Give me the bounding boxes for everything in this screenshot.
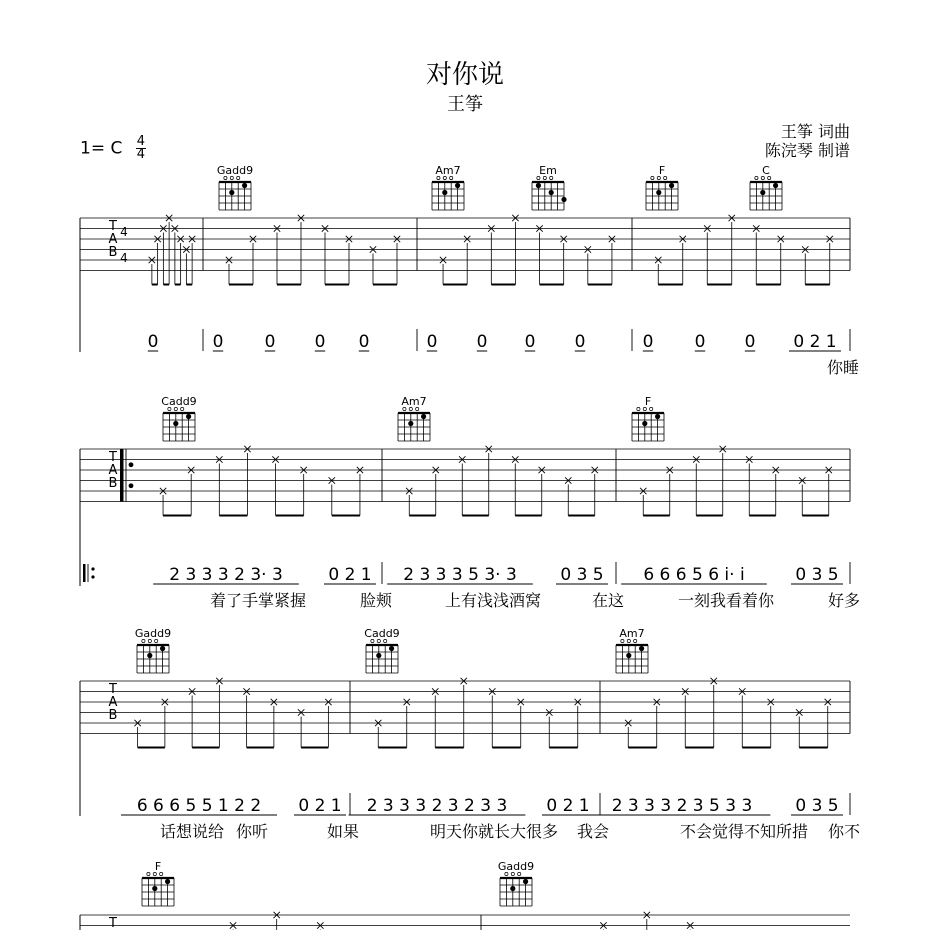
chord-dot	[173, 421, 178, 426]
credit-music: 王筝 词曲	[780, 122, 850, 141]
chord-dot	[408, 421, 413, 426]
jianpu-notes: 0	[147, 332, 159, 352]
jianpu-notes: 0	[744, 332, 756, 352]
jianpu-notes: 0	[524, 332, 536, 352]
repeat-thick-bar	[120, 449, 124, 502]
chord-diagram	[750, 164, 782, 210]
chord-dot	[642, 421, 647, 426]
chord-name: C	[762, 164, 770, 177]
chord-diagram	[364, 627, 399, 673]
jianpu-repeat-dot	[91, 567, 94, 570]
jianpu-notes: 0 2 1	[298, 796, 342, 816]
jianpu-notes: 2 3 3 3 2 3 5 3 3	[611, 796, 753, 816]
time-top: 4	[136, 134, 146, 149]
jianpu-notes: 2 3 3 3 5 3· 3	[403, 565, 517, 585]
tab-clef-letter: A	[108, 232, 118, 247]
lyric-text: 话想说给	[160, 822, 225, 841]
chord-name: Cadd9	[161, 395, 197, 408]
chord-diagram	[161, 395, 196, 441]
tab-time-top: 4	[120, 225, 128, 239]
chord-name: F	[644, 395, 652, 408]
chord-open-string	[147, 872, 150, 875]
chord-diagram	[646, 164, 678, 210]
repeat-dot	[129, 483, 134, 488]
chord-open-string	[755, 176, 758, 179]
chord-open-string	[637, 407, 640, 410]
tab-system-4	[80, 860, 850, 930]
tab-clef-letter: B	[108, 245, 118, 260]
tab-clef-letter: T	[109, 682, 117, 697]
chord-open-string	[160, 872, 163, 875]
jianpu-notes: 0	[212, 332, 224, 352]
chord-dot	[760, 190, 765, 195]
chord-name: Cadd9	[364, 627, 400, 640]
tab-system-1	[80, 164, 859, 377]
chord-dot	[389, 646, 394, 651]
jianpu-notes: 0	[574, 332, 586, 352]
jianpu-notes: 6 6 6 5 5 1 2 2	[136, 796, 262, 816]
chord-dot	[442, 190, 447, 195]
jianpu-notes: 0 3 5	[560, 565, 604, 585]
tab-clef-letter: T	[109, 450, 117, 465]
jianpu-notes: 0 2 1	[546, 796, 590, 816]
tab-clef-letter: T	[109, 219, 117, 234]
lyric-text: 如果	[327, 822, 360, 841]
chord-dot	[186, 414, 191, 419]
jianpu-notes: 0	[264, 332, 276, 352]
chord-dot	[376, 653, 381, 658]
chord-name: Gadd9	[134, 627, 172, 640]
singer-name: 王筝	[447, 94, 483, 115]
lyric-text: 着了手掌紧握	[210, 591, 307, 610]
lyric-text: 你听	[236, 822, 269, 841]
jianpu-notes: 0	[694, 332, 706, 352]
chord-dot	[549, 190, 554, 195]
chord-dot	[421, 414, 426, 419]
chord-open-string	[664, 176, 667, 179]
lyric-text: 明天你就长大很多	[430, 822, 559, 841]
song-title: 对你说	[425, 60, 504, 90]
key-label: 1= C	[80, 138, 123, 159]
chord-open-string	[651, 176, 654, 179]
chord-dot	[536, 183, 541, 188]
jianpu-notes: 0	[476, 332, 488, 352]
jianpu-notes: 2 3 3 3 2 3· 3	[169, 565, 283, 585]
chord-diagram	[432, 164, 464, 210]
chord-dot	[656, 190, 661, 195]
lyric-text: 上有浅浅酒窝	[445, 591, 542, 610]
tab-clef-letter: B	[108, 708, 118, 723]
tab-system-2	[80, 395, 860, 610]
time-bottom: 4	[136, 147, 146, 162]
chord-dot	[510, 886, 515, 891]
jianpu-notes: 2 3 3 3 2 3 2 3 3	[366, 796, 508, 816]
chord-dot	[523, 879, 528, 884]
chord-dot	[160, 646, 165, 651]
chord-diagram	[217, 164, 253, 210]
chord-name: Am7	[435, 164, 461, 177]
jianpu-repeat-dot	[91, 575, 94, 578]
chord-name: F	[658, 164, 666, 177]
chord-diagram	[398, 395, 430, 441]
lyric-text: 你不	[828, 822, 861, 841]
chord-dot	[655, 414, 660, 419]
chord-dot	[165, 879, 170, 884]
lyric-text: 一刻我看着你	[678, 591, 775, 610]
tab-clef-letter: B	[108, 476, 118, 491]
jianpu-notes: 0	[426, 332, 438, 352]
tab-clef-letter: T	[109, 916, 117, 930]
repeat-dot	[129, 462, 134, 467]
chord-name: F	[154, 860, 162, 873]
jianpu-notes: 0 3 5	[795, 796, 839, 816]
jianpu-repeat-thick	[83, 564, 86, 582]
lyric-text: 你睡	[827, 358, 860, 377]
chord-dot	[561, 197, 566, 202]
chord-dot	[229, 190, 234, 195]
chord-open-string	[650, 407, 653, 410]
lyric-text: 我会	[577, 822, 610, 841]
chord-name: Gadd9	[216, 164, 254, 177]
chord-diagram	[498, 860, 534, 906]
chord-name: Em	[539, 164, 557, 177]
tab-time-bottom: 4	[120, 251, 128, 265]
chord-name: Am7	[619, 627, 645, 640]
lyric-text: 脸颊	[360, 591, 393, 610]
chord-diagram	[135, 627, 171, 673]
chord-diagram	[632, 395, 664, 441]
jianpu-notes: 0 2 1	[328, 565, 372, 585]
lyric-text: 好多	[828, 591, 861, 610]
jianpu-notes: 0	[642, 332, 654, 352]
chord-name: Am7	[401, 395, 427, 408]
chord-diagram	[532, 164, 567, 210]
chord-dot	[147, 653, 152, 658]
credit-arranger: 陈浣琴 制谱	[764, 141, 850, 160]
tab-clef-letter: A	[108, 463, 118, 478]
lyric-text: 在这	[592, 591, 625, 610]
chord-diagram	[616, 627, 648, 673]
chord-dot	[669, 183, 674, 188]
chord-dot	[639, 646, 644, 651]
chord-dot	[242, 183, 247, 188]
tab-clef-letter: A	[108, 695, 118, 710]
lyric-text: 不会觉得不知所措	[680, 822, 809, 841]
chord-diagram	[142, 860, 174, 906]
jianpu-notes: 6 6 6 5 6 i· i	[643, 565, 745, 585]
chord-dot	[773, 183, 778, 188]
chord-name: Gadd9	[497, 860, 535, 873]
chord-dot	[626, 653, 631, 658]
tab-system-3	[80, 627, 860, 841]
jianpu-notes: 0	[314, 332, 326, 352]
jianpu-notes: 0 2 1	[793, 332, 837, 352]
chord-dot	[455, 183, 460, 188]
jianpu-notes: 0	[358, 332, 370, 352]
chord-dot	[152, 886, 157, 891]
jianpu-notes: 0 3 5	[795, 565, 839, 585]
